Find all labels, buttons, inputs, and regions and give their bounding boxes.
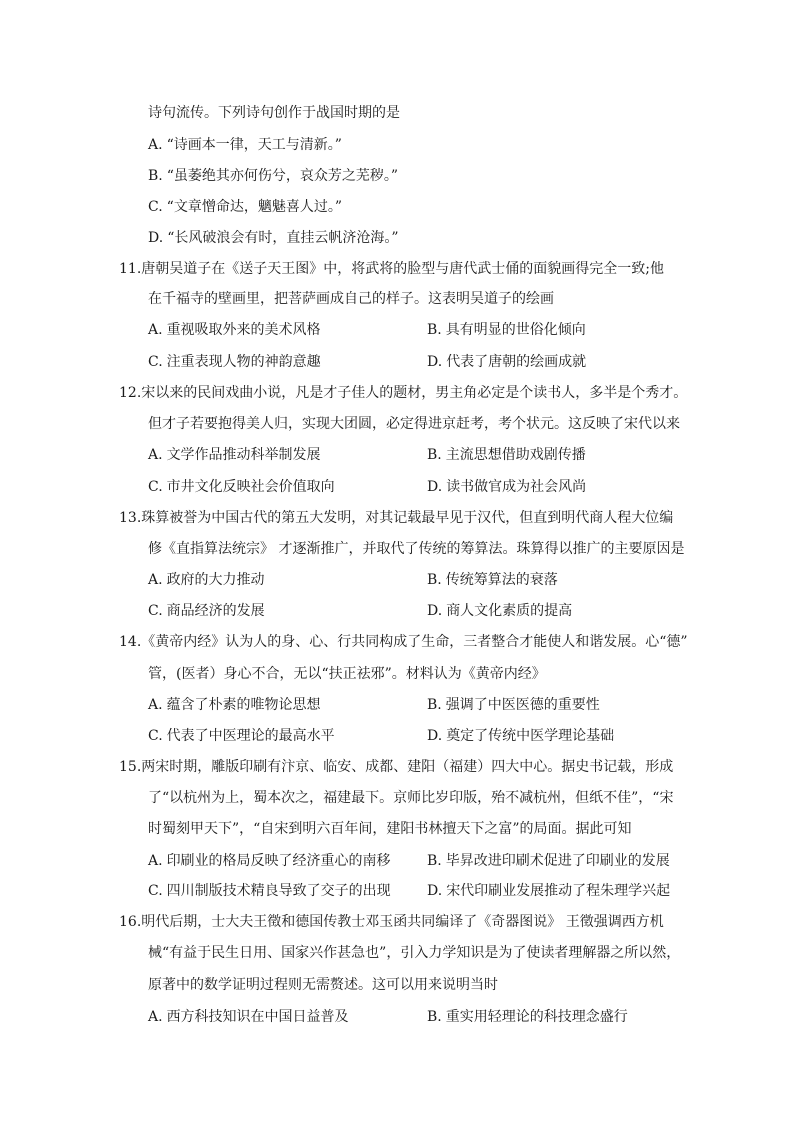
q15-option-a: A. 印刷业的格局反映了经济重心的南移	[148, 853, 391, 869]
q12-stem-line: 但才子若要抱得美人归，实现大团圆，必定得进京赶考，考个状元。这反映了宋代以来	[148, 416, 680, 432]
q16-stem-line: 原著中的数学证明过程则无需赘述。这可以用来说明当时	[148, 977, 498, 993]
q13-stem-line: 修《直指算法统宗》 才逐渐推广，并取代了传统的筹算法。珠算得以推广的主要原因是	[148, 541, 685, 557]
q13-option-a: A. 政府的大力推动	[148, 572, 265, 588]
q11-stem-line: 在千福寺的壁画里，把菩萨画成自己的样子。这表明吴道子的绘画	[148, 291, 554, 307]
question-number: 12.	[119, 385, 142, 401]
q14-stem-line: 管，(医者）身心不合，无以“扶正祛邪”。材料认为《黄帝内经》	[148, 666, 546, 682]
q14-option-b: B. 强调了中医医德的重要性	[427, 697, 600, 713]
q13-option-b: B. 传统筹算法的衰落	[427, 572, 558, 588]
q12-option-d: D. 读书做官成为社会风尚	[427, 479, 587, 495]
q14-option-d: D. 奠定了传统中医学理论基础	[427, 728, 615, 744]
question-number: 11.	[119, 261, 142, 277]
q15-stem-line: 时蜀刻甲天下”，“自宋到明六百年间，建阳书林擅天下之富”的局面。据此可知	[148, 821, 632, 837]
q10-option-c: C. “文章憎命达，魑魅喜人过。”	[148, 199, 342, 215]
q11-stem-line: 11.唐朝吴道子在《送子天王图》中，将武将的脸型与唐代武士俑的面貌画得完全一致;他	[119, 261, 664, 277]
question-number: 16.	[119, 914, 142, 930]
q10-option-b: B. “虽萎绝其亦何伤兮，哀众芳之芜秽。”	[148, 168, 399, 184]
q10-option-d: D. “长风破浪会有时，直挂云帆济沧海。”	[148, 230, 399, 246]
q14-option-c: C. 代表了中医理论的最高水平	[148, 728, 335, 744]
q12-option-a: A. 文学作品推动科举制发展	[148, 447, 321, 463]
q12-option-c: C. 市井文化反映社会价值取向	[148, 479, 335, 495]
q10-stem-line: 诗句流传。下列诗句创作于战国时期的是	[148, 105, 400, 121]
question-number: 15.	[119, 759, 142, 775]
q13-option-d: D. 商人文化素质的提高	[427, 603, 573, 619]
q10-option-a: A. “诗画本一律，天工与清新。”	[148, 137, 342, 153]
q15-option-d: D. 宋代印刷业发展推动了程朱理学兴起	[427, 883, 671, 899]
q15-stem-line: 了“以杭州为上，蜀本次之，福建最下。京师比岁印版，殆不减杭州，但纸不佳”，“宋	[148, 790, 674, 806]
q13-stem-line: 13.珠算被誉为中国古代的第五大发明，对其记载最早见于汉代，但直到明代商人程大位编	[119, 510, 674, 526]
q13-option-c: C. 商品经济的发展	[148, 603, 265, 619]
q11-option-d: D. 代表了唐朝的绘画成就	[427, 354, 587, 370]
q11-option-c: C. 注重表现人物的神韵意趣	[148, 354, 321, 370]
q16-option-a: A. 西方科技知识在中国日益普及	[148, 1009, 349, 1025]
q14-stem-line: 14.《黄帝内经》认为人的身、心、行共同构成了生命，三者整合才能使人和谐发展。心“德”	[119, 634, 688, 650]
q11-option-a: A. 重视吸取外来的美术风格	[148, 322, 321, 338]
q11-option-b: B. 具有明显的世俗化倾向	[427, 322, 586, 338]
q15-option-c: C. 四川制版技术精良导致了交子的出现	[148, 883, 391, 899]
q16-option-b: B. 重实用轻理论的科技理念盛行	[427, 1009, 628, 1025]
q12-option-b: B. 主流思想借助戏剧传播	[427, 447, 586, 463]
q16-stem-line: 械“有益于民生日用、国家兴作甚急也”，引入力学知识是为了使读者理解器之所以然，	[148, 945, 681, 961]
q12-stem-line: 12.宋以来的民间戏曲小说，凡是才子佳人的题材，男主角必定是个读书人，多半是个秀才。	[119, 385, 688, 401]
q16-stem-line: 16.明代后期，士大夫王徵和德国传教士邓玉函共同编译了《奇器图说》 王徵强调西方机	[119, 914, 664, 930]
q15-option-b: B. 毕昇改进印刷术促进了印刷业的发展	[427, 853, 670, 869]
q14-option-a: A. 蕴含了朴素的唯物论思想	[148, 697, 321, 713]
question-number: 13.	[119, 510, 142, 526]
q15-stem-line: 15.两宋时期，雕版印刷有汴京、临安、成都、建阳（福建）四大中心。据史书记载，形成	[119, 759, 674, 775]
question-number: 14.	[119, 634, 142, 650]
